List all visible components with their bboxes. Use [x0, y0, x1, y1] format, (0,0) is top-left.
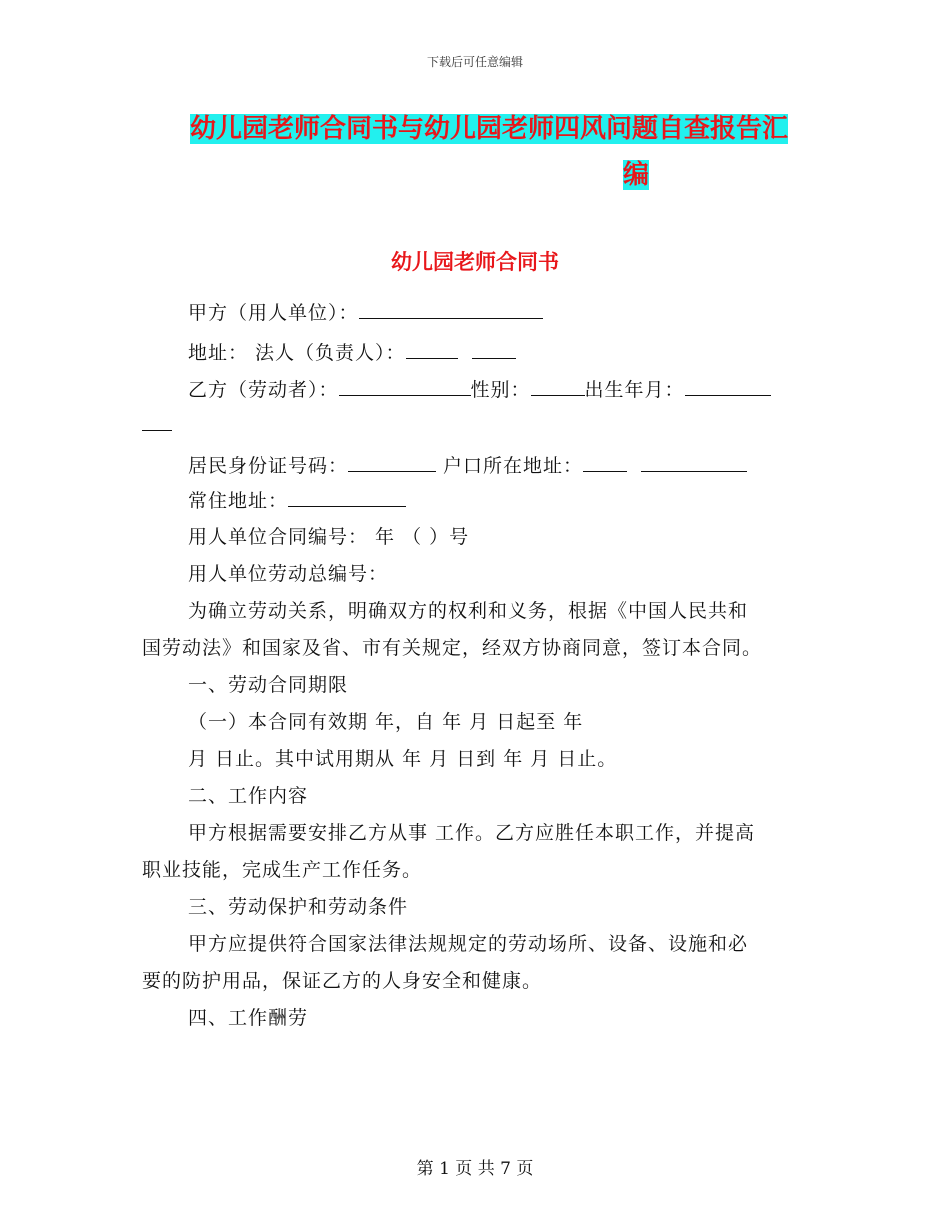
- section-3-line-b: 要的防护用品，保证乙方的人身安全和健康。: [142, 970, 543, 992]
- intro-line-1: 为确立劳动关系，明确双方的权利和义务，根据《中国人民共和: [188, 600, 749, 622]
- section-4-heading: 四、工作酬劳: [188, 1007, 309, 1029]
- section-1-line-b: 月 日止。其中试用期从 年 月 日到 年 月 日止。: [188, 748, 618, 770]
- id-blank: [348, 453, 436, 472]
- residence-blank: [288, 488, 406, 507]
- section-3-line-a: 甲方应提供符合国家法律法规规定的劳动场所、设备、设施和必: [188, 933, 749, 955]
- birth-label: 出生年月：: [584, 379, 685, 401]
- id-label: 居民身份证号码：: [188, 455, 349, 477]
- hukou-label: 户口所在地址：: [436, 455, 584, 477]
- section-2-line-a: 甲方根据需要安排乙方从事 工作。乙方应胜任本职工作，并提高: [188, 822, 756, 844]
- document-title: [190, 106, 810, 198]
- party-a-blank: [359, 300, 543, 319]
- residence-label: 常住地址：: [188, 490, 289, 512]
- title-line-2: 编: [622, 160, 649, 190]
- residence-line: [188, 486, 406, 513]
- hukou-blank-2: [641, 453, 747, 472]
- party-b-label: 乙方（劳动者）：: [188, 379, 339, 401]
- title-line-1: 幼儿园老师合同书与幼儿园老师四风问题自查报告汇: [190, 114, 789, 144]
- intro-line-2: 国劳动法》和国家及省、市有关规定，经双方协商同意，签订本合同。: [142, 637, 763, 659]
- gender-blank: [531, 377, 585, 396]
- hukou-blank-1: [583, 453, 627, 472]
- page-number: 第 1 页 共 7 页: [416, 1159, 534, 1179]
- section-3-heading: 三、劳动保护和劳动条件: [188, 896, 409, 918]
- labor-no-line: 用人单位劳动总编号：: [188, 563, 389, 585]
- birth-blank-wrap: [142, 412, 172, 436]
- section-title: 幼儿园老师合同书: [391, 249, 559, 274]
- contract-no-line: 用人单位合同编号： 年 （ ）号: [188, 526, 470, 548]
- party-a-label: 甲方（用人单位）：: [188, 302, 359, 324]
- section-2-heading: 二、工作内容: [188, 785, 309, 807]
- address-line: [188, 338, 516, 365]
- party-b-blank: [339, 377, 471, 396]
- section-1-heading: 一、劳动合同期限: [188, 674, 349, 696]
- address-label: 地址： 法人（负责人）：: [188, 342, 406, 364]
- birth-blank: [685, 377, 771, 396]
- legal-rep-blank-2: [472, 340, 516, 359]
- gender-label: 性别：: [470, 379, 531, 401]
- birth-blank-continued: [142, 412, 172, 431]
- section-2-line-b: 职业技能，完成生产工作任务。: [142, 859, 423, 881]
- section-1-line-a: （一）本合同有效期 年，自 年 月 日起至 年: [188, 711, 584, 733]
- page-header-note: 下载后可任意编辑: [426, 55, 523, 69]
- legal-rep-blank-1: [406, 340, 458, 359]
- id-line: [188, 451, 747, 478]
- party-a-line: [188, 298, 543, 325]
- party-b-line: [188, 375, 771, 402]
